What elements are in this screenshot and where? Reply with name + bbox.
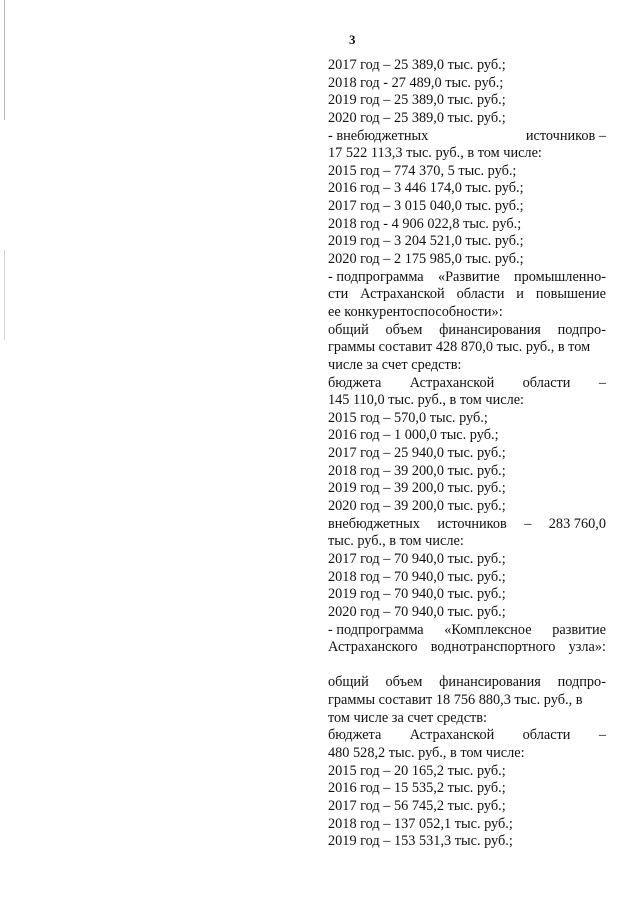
text-line: 2015 год – 774 370, 5 тыс. руб.;: [328, 162, 517, 179]
word: - подпрограмма: [328, 621, 424, 638]
word: –: [598, 374, 606, 391]
text-line: 2020 год – 39 200,0 тыс. руб.;: [328, 498, 506, 515]
text-line: 2018 год - 27 489,0 тыс. руб.;: [328, 74, 504, 91]
word: области: [456, 286, 505, 303]
word: внебюджетных: [328, 515, 420, 532]
word: источников: [437, 515, 507, 532]
text-line: [328, 727, 606, 745]
text-line: 480 528,2 тыс. руб., в том числе:: [328, 744, 525, 761]
text-line: 2017 год – 3 015 040,0 тыс. руб.;: [328, 198, 524, 215]
text-line: 2020 год – 2 175 985,0 тыс. руб.;: [328, 251, 524, 268]
word: узла»:: [568, 639, 606, 656]
word: Астраханского: [328, 639, 418, 656]
word: сти: [328, 286, 349, 303]
word: подпро-: [557, 321, 606, 338]
text-line: 2018 год - 4 906 022,8 тыс. руб.;: [328, 215, 522, 232]
text-line: 145 110,0 тыс. руб., в том числе:: [328, 392, 525, 409]
text-line: 2015 год – 20 165,2 тыс. руб.;: [328, 762, 506, 779]
text-line: тыс. руб., в том числе:: [328, 533, 464, 550]
blank-line: [328, 657, 606, 675]
word: –: [524, 515, 532, 532]
text-line: [328, 674, 606, 692]
word: –: [598, 727, 606, 744]
word: воднотранспортного: [430, 639, 556, 656]
text-line: 2020 год – 25 389,0 тыс. руб.;: [328, 109, 506, 126]
text-line: 2018 год – 39 200,0 тыс. руб.;: [328, 462, 506, 479]
text-line: [328, 639, 606, 657]
text-line: 2018 год – 70 940,0 тыс. руб.;: [328, 568, 506, 585]
page-number: 3: [349, 32, 356, 47]
text-line: 2017 год – 25 940,0 тыс. руб.;: [328, 445, 506, 462]
word: и: [516, 286, 524, 303]
word: бюджета: [328, 374, 382, 391]
word: области: [522, 727, 571, 744]
word: общий: [328, 674, 369, 691]
text-line: ее конкурентоспособности»:: [328, 303, 503, 320]
word: объем: [385, 674, 423, 691]
text-line: [328, 622, 606, 640]
text-line: 2020 год – 70 940,0 тыс. руб.;: [328, 603, 506, 620]
word: Астраханской: [409, 374, 495, 391]
text-line: 2017 год – 70 940,0 тыс. руб.;: [328, 550, 506, 567]
text-line: 17 522 113,3 тыс. руб., в том числе:: [328, 145, 542, 162]
word: 283 760,0: [548, 515, 606, 532]
text-line: 2015 год – 570,0 тыс. руб.;: [328, 409, 488, 426]
scan-edge-mark: [4, 0, 5, 120]
word: финансирования: [439, 674, 541, 691]
word: «Развитие: [437, 268, 500, 285]
document-body: [328, 57, 606, 851]
text-line: 2016 год – 3 446 174,0 тыс. руб.;: [328, 180, 524, 197]
word: промышленно-: [513, 268, 606, 285]
word: - подпрограмма: [328, 268, 424, 285]
text-line: 2019 год – 3 204 521,0 тыс. руб.;: [328, 233, 524, 250]
text-line: 2017 год – 56 745,2 тыс. руб.;: [328, 797, 506, 814]
word: финансирования: [439, 321, 541, 338]
word: подпро-: [557, 674, 606, 691]
word: области: [522, 374, 571, 391]
word: бюджета: [328, 727, 382, 744]
text-line: [328, 322, 606, 340]
text-line: [328, 269, 606, 287]
scan-edge-mark: [4, 250, 5, 340]
text-line: 2016 год – 15 535,2 тыс. руб.;: [328, 780, 506, 797]
word: объем: [385, 321, 423, 338]
text-line: граммы составит 428 870,0 тыс. руб., в том: [328, 339, 591, 356]
word: общий: [328, 321, 369, 338]
text-line: 2019 год – 25 389,0 тыс. руб.;: [328, 92, 506, 109]
word: «Комплексное: [444, 621, 532, 638]
word: Астраханской: [360, 286, 445, 303]
text-line: 2019 год – 39 200,0 тыс. руб.;: [328, 480, 506, 497]
text-line: числе за счет средств:: [328, 356, 462, 373]
text-line: 2018 год – 137 052,1 тыс. руб.;: [328, 815, 513, 832]
text-line: 2017 год – 25 389,0 тыс. руб.;: [328, 57, 506, 73]
word: Астраханской: [409, 727, 495, 744]
word: развитие: [552, 621, 606, 638]
text-line: [328, 128, 606, 146]
text-line: [328, 375, 606, 393]
text-line: [328, 286, 606, 304]
text-line: том числе за счет средств:: [328, 709, 488, 726]
word: источников –: [525, 127, 606, 144]
word: повышение: [535, 286, 606, 303]
text-line: [328, 516, 606, 534]
text-line: 2019 год – 70 940,0 тыс. руб.;: [328, 586, 506, 603]
text-line: 2016 год – 1 000,0 тыс. руб.;: [328, 427, 499, 444]
word: - внебюджетных: [328, 127, 429, 144]
text-line: 2019 год – 153 531,3 тыс. руб.;: [328, 833, 513, 850]
text-line: граммы составит 18 756 880,3 тыс. руб., в: [328, 692, 583, 709]
